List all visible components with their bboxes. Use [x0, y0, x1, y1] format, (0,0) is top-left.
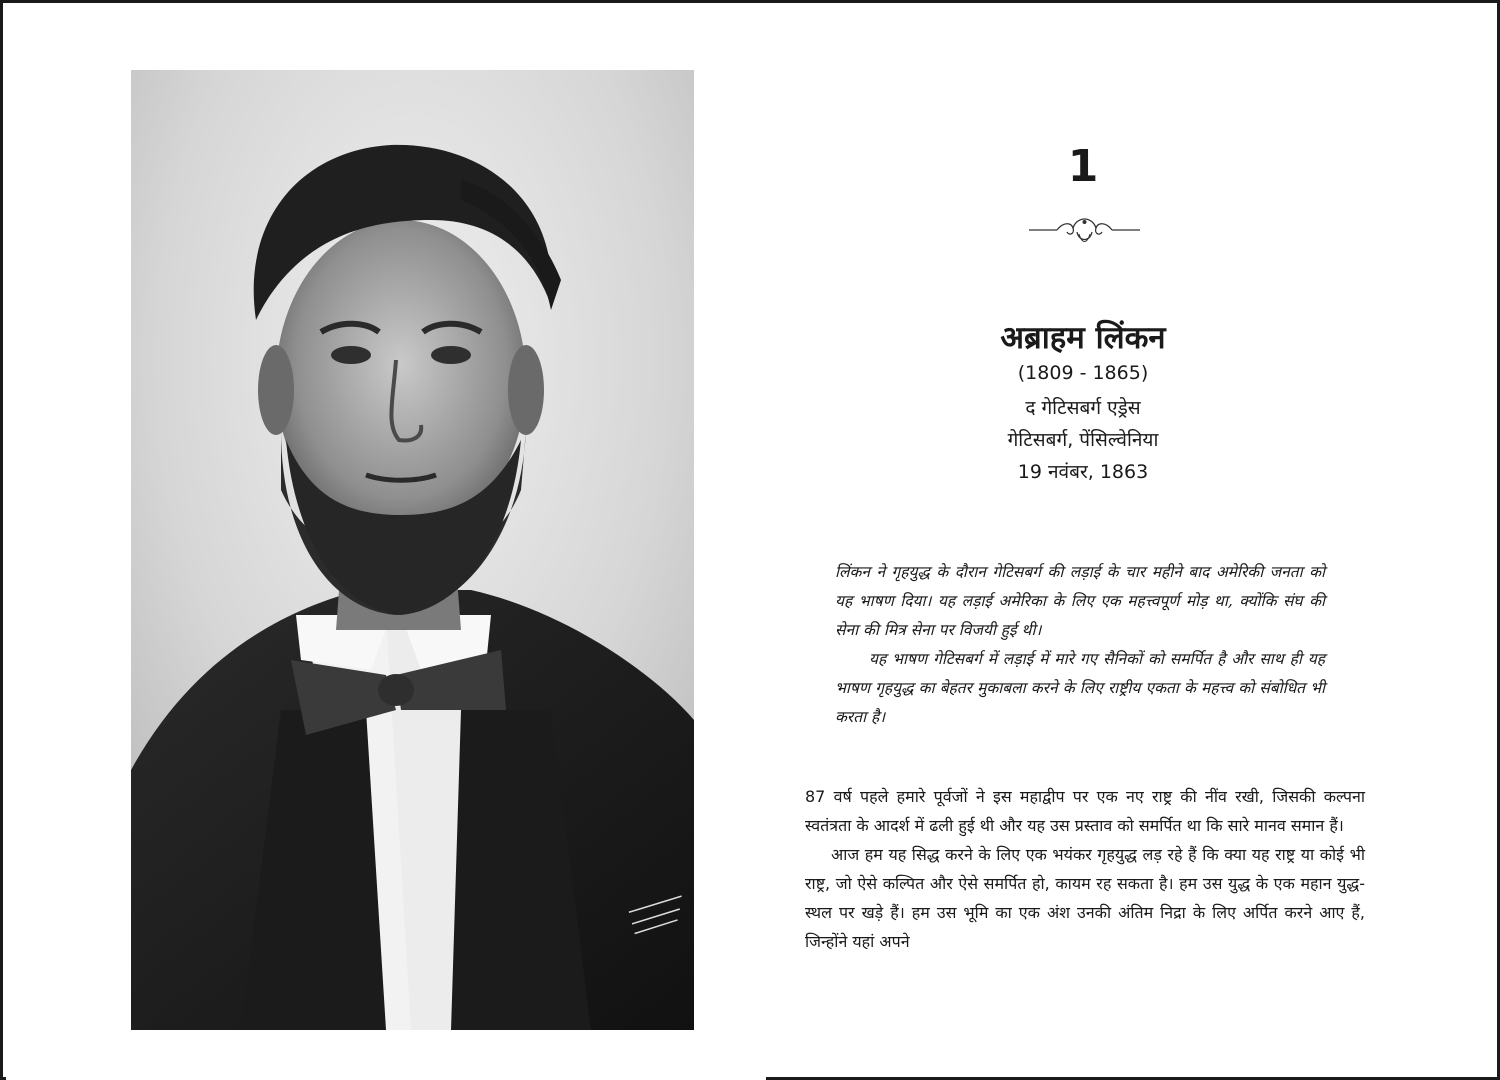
speech-text [805, 782, 1365, 956]
speech-place: गेटिसबर्ग, पेंसिल्वेनिया [1007, 429, 1159, 451]
left-page [6, 6, 766, 1080]
intro-note [835, 558, 1325, 732]
right-page [773, 6, 1500, 1080]
speech-paragraph: 87 वर्ष पहले हमारे पूर्वजों ने इस महाद्वीप पर एक नए राष्ट्र की नींव रखी, जिसकी कल्पना स्वतंत्रता के आदर्श में ढली हुई थी और यह उस प्रस्ताव को समर्पित था कि सारे मानव समान हैं। [805, 787, 1365, 835]
portrait-photo [131, 70, 694, 1030]
intro-paragraph: लिंकन ने गृहयुद्ध के दौरान गेटिसबर्ग की लड़ाई के चार महीने बाद अमेरिकी जनता को यह भाषण दिया। यह लड़ाई अमेरिका के लिए एक महत्त्वपूर्ण मोड़ था, क्योंकि संघ की सेना की मित्र सेना पर विजयी हुई थी। [835, 563, 1325, 639]
life-years: (1809 - 1865) [1017, 362, 1149, 384]
intro-paragraph: यह भाषण गेटिसबर्ग में लड़ाई में मारे गए सैनिकों को समर्पित है और साथ ही यह भाषण गृहयुद्ध का बेहतर मुकाबला करने के लिए राष्ट्रीय एकता के महत्त्व को संबोधित भी करता है। [835, 650, 1325, 726]
speech-date: 19 नवंबर, 1863 [1017, 461, 1149, 483]
speech-paragraph: आज हम यह सिद्ध करने के लिए एक भयंकर गृहयुद्ध लड़ रहे हैं कि क्या यह राष्ट्र या कोई भी राष्ट्र, जो ऐसे कल्पित और ऐसे समर्पित हो, कायम रह सकता है। हम उस युद्ध के एक महान युद्ध-स्थल पर खड़े हैं। हम उस भूमि का एक अंश उनकी अंतिम निद्रा के लिए अर्पित करने आए हैं, जिन्होंने यहां अपने [805, 845, 1365, 951]
chapter-number: 1 [1067, 141, 1099, 192]
speech-title: द गेटिसबर्ग एड्रेस [1025, 397, 1141, 419]
flourish-ornament-icon [1027, 212, 1142, 248]
portrait-illustration [131, 70, 694, 1030]
author-name: अब्राहम लिंकन [1000, 320, 1166, 356]
